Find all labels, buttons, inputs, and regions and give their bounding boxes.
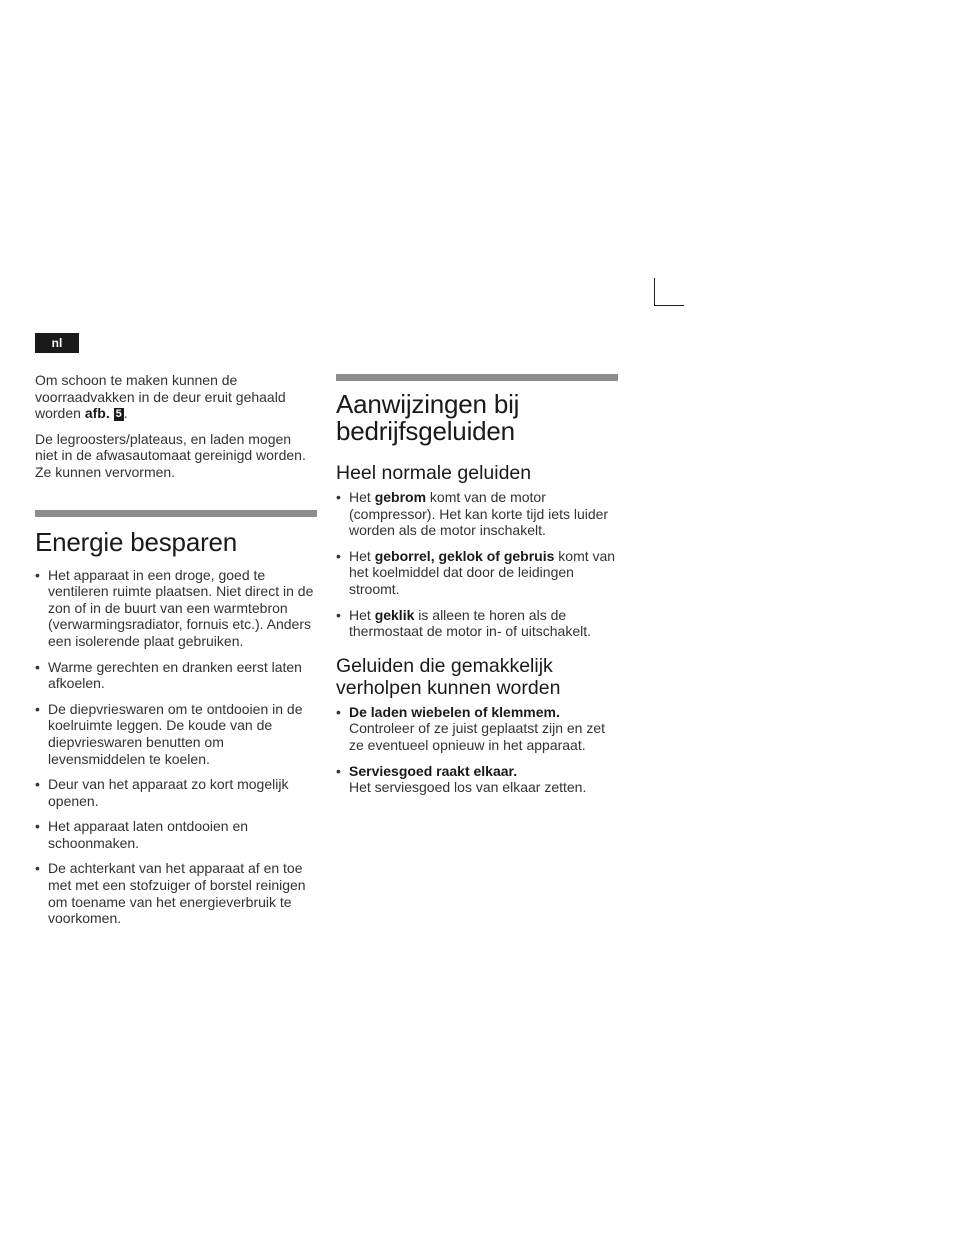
- list-item: • De diepvrieswaren om te ontdooien in de koelruimte leggen. De koude van de diepvrieswaren benutten om levensmiddelen te koelen.: [35, 701, 317, 767]
- list-item: • Deur van het apparaat zo kort mogelijk openen.: [35, 776, 317, 809]
- heading-noises: Aanwijzingen bij bedrijfsgeluiden: [336, 389, 520, 446]
- item-keyword: De laden wiebelen of klemmem.: [349, 703, 560, 720]
- item-keyword: geborrel, geklok of gebruis: [374, 547, 555, 564]
- energy-list: [35, 567, 317, 927]
- crop-mark-vertical: [654, 278, 655, 306]
- item-text: komt van de motor (compressor). Het kan korte tijd iets luider worden als de motor inschakelt.: [349, 489, 609, 539]
- list-item: • Het apparaat laten ontdooien en schoonmaken.: [35, 818, 317, 851]
- item-text: is alleen te horen als de thermostaat de motor in- of uitschakelt.: [349, 606, 591, 640]
- list-item: [336, 704, 618, 754]
- fixable-noises-list: [336, 704, 618, 796]
- list-item: • Warme gerechten en dranken eerst laten afkoelen.: [35, 659, 317, 692]
- left-column: [35, 372, 317, 936]
- section-divider-noises: [336, 374, 618, 381]
- list-item: • Het apparaat in een droge, goed te ventileren ruimte plaatsen. Niet direct in de zon of in de buurt van een warmtebron (verwarmingsradiator, fornuis etc.). Anders een isolerende plaat gebruiken.: [35, 567, 317, 650]
- item-text: Controleer of ze juist geplaatst zijn en zet ze eventueel opnieuw in het apparaat.: [349, 720, 606, 753]
- figure-reference: afb.: [84, 405, 110, 422]
- list-item: [336, 489, 618, 539]
- heading-normal-noises: Heel normale geluiden: [336, 462, 532, 484]
- list-item: • De achterkant van het apparaat af en toe met met een stofzuiger of borstel reinigen om toename van het energieverbruik te voorkomen.: [35, 860, 317, 926]
- item-text: komt van het koelmiddel dat door de leidingen stroomt.: [349, 547, 616, 597]
- list-item: [336, 763, 618, 796]
- item-prefix: Het: [349, 547, 375, 564]
- intro-paragraph-1: [35, 372, 317, 422]
- heading-fixable-noises: Geluiden die gemakkelijk verholpen kunnen worden: [336, 654, 561, 699]
- item-prefix: Het: [349, 606, 375, 623]
- item-prefix: Het: [349, 489, 375, 505]
- item-keyword: gebrom: [374, 489, 427, 505]
- item-keyword: Serviesgoed raakt elkaar.: [349, 762, 518, 779]
- item-keyword: geklik: [374, 606, 415, 623]
- crop-mark-horizontal: [654, 305, 684, 306]
- heading-energy: Energie besparen: [35, 526, 238, 557]
- intro-paragraph-1-text: Om schoon te maken kunnen de voorraadvakken in de deur eruit gehaald worden: [35, 372, 286, 422]
- figure-number: 5: [115, 408, 122, 421]
- language-badge: nl: [35, 333, 79, 353]
- list-item: [336, 607, 618, 640]
- item-text: Het serviesgoed los van elkaar zetten.: [349, 779, 587, 796]
- normal-noises-list: [336, 489, 618, 640]
- right-column: [336, 374, 618, 805]
- section-divider-energy: [35, 510, 317, 517]
- list-item: [336, 548, 618, 598]
- intro-paragraph-1-end: .: [123, 405, 128, 422]
- intro-paragraph-2: De legroosters/plateaus, en laden mogen niet in de afwasautomaat gereinigd worden. Ze kunnen vervormen.: [35, 430, 306, 480]
